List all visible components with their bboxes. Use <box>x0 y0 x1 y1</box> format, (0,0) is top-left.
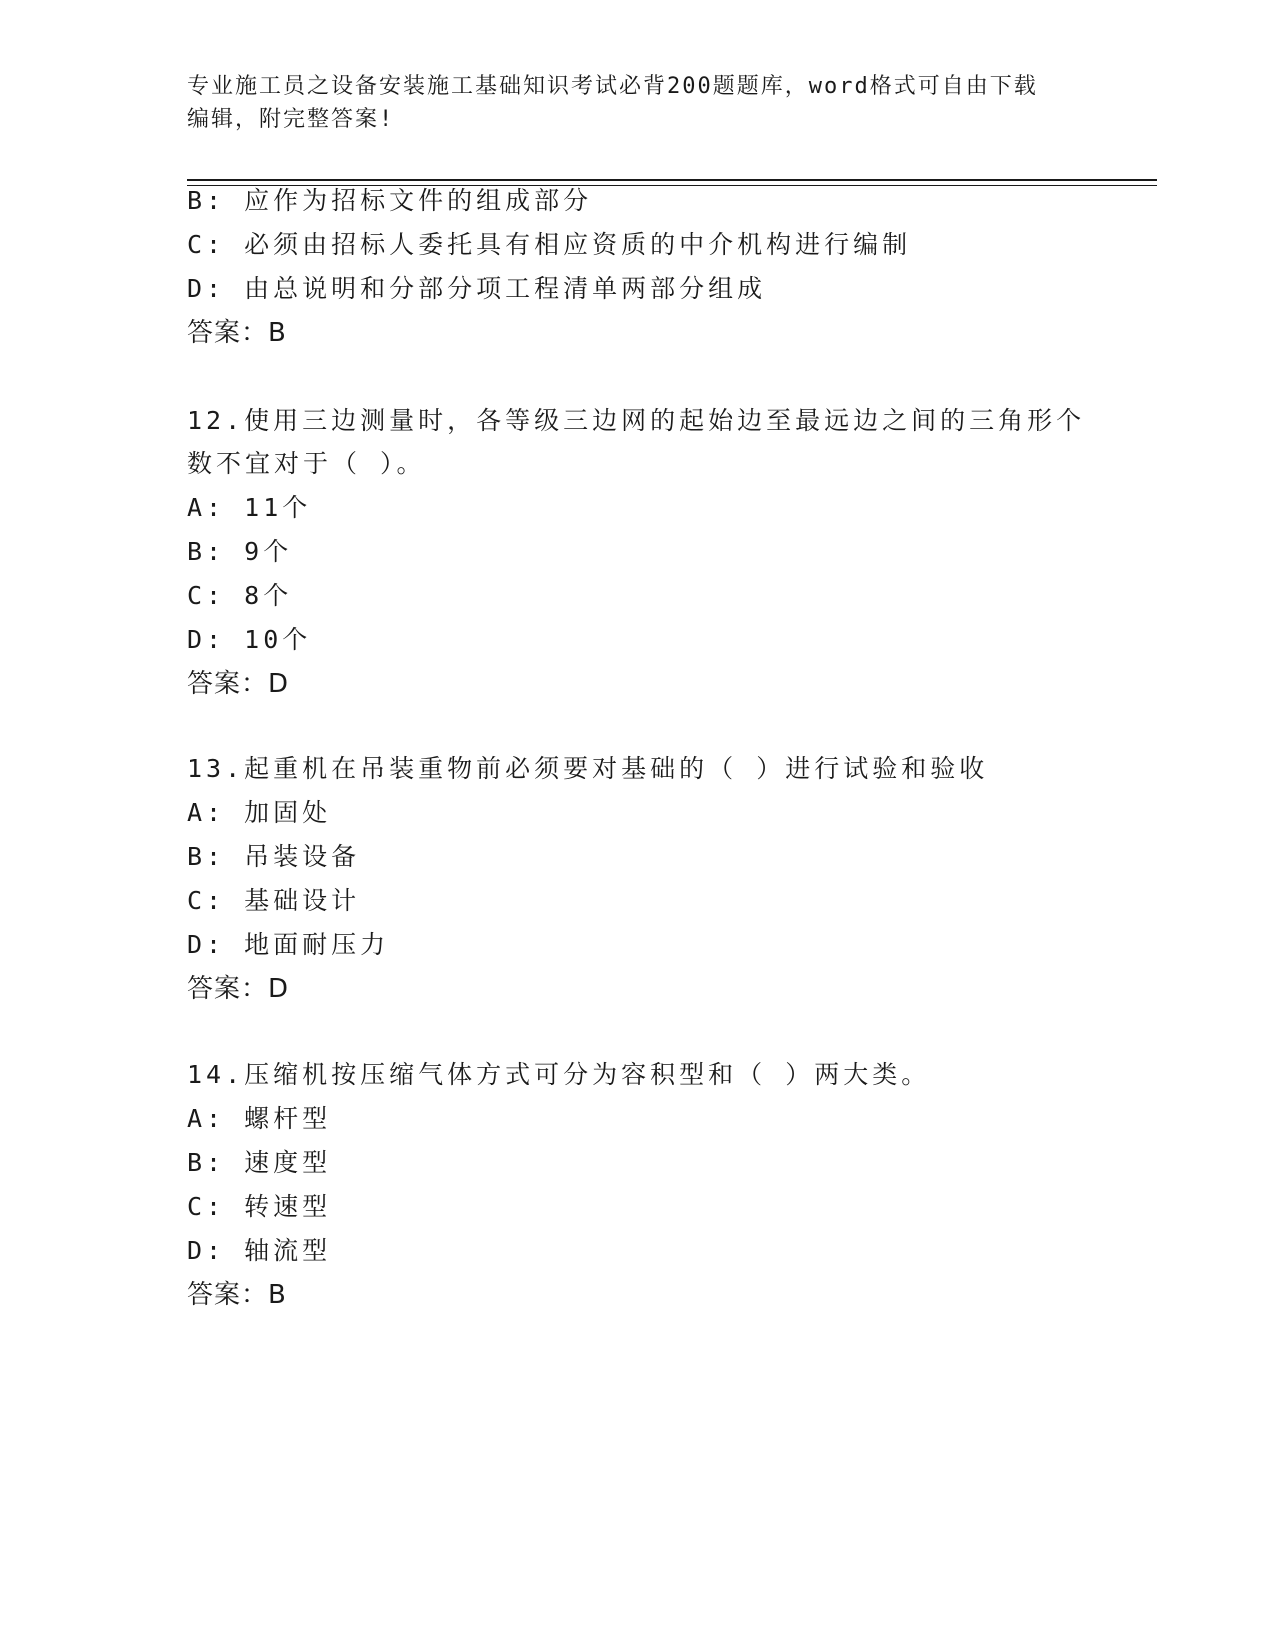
q12-option-d: D: 10个 <box>187 625 312 654</box>
q11-answer: 答案：B <box>187 318 287 348</box>
q14-option-c: C: 转速型 <box>187 1192 332 1221</box>
q14-option-b: B: 速度型 <box>187 1148 332 1177</box>
q13-answer: 答案：D <box>187 974 290 1004</box>
q12-stem-line1: 12.使用三边测量时，各等级三边网的起始边至最远边之间的三角形个 <box>187 406 1086 435</box>
q11-option-d: D: 由总说明和分部分项工程清单两部分组成 <box>187 274 767 303</box>
q14-option-d: D: 轴流型 <box>187 1236 332 1265</box>
q14-option-a: A: 螺杆型 <box>187 1104 332 1133</box>
q13-option-b: B: 吊装设备 <box>187 842 361 871</box>
header-title-line1: 专业施工员之设备安装施工基础知识考试必背200题题库，word格式可自由下载 <box>187 74 1038 99</box>
q12-answer: 答案：D <box>187 669 290 699</box>
q13-option-c: C: 基础设计 <box>187 886 361 915</box>
q12-option-b: B: 9个 <box>187 537 293 566</box>
header-title-line2: 编辑，附完整答案! <box>187 107 395 132</box>
q11-option-c: C: 必须由招标人委托具有相应资质的中介机构进行编制 <box>187 230 912 259</box>
q13-stem: 13.起重机在吊装重物前必须要对基础的（ ）进行试验和验收 <box>187 754 989 783</box>
q12-stem-line2: 数不宜对于（ ）。 <box>187 449 426 478</box>
document-header <box>187 70 1087 136</box>
header-divider-thick <box>187 179 1157 181</box>
q12-option-a: A: 11个 <box>187 493 312 522</box>
q13-option-d: D: 地面耐压力 <box>187 930 390 959</box>
q14-stem: 14.压缩机按压缩气体方式可分为容积型和（ ）两大类。 <box>187 1060 931 1089</box>
q12-option-c: C: 8个 <box>187 581 293 610</box>
q11-option-b: B: 应作为招标文件的组成部分 <box>187 186 593 215</box>
q14-answer: 答案：B <box>187 1280 287 1310</box>
q13-option-a: A: 加固处 <box>187 798 332 827</box>
